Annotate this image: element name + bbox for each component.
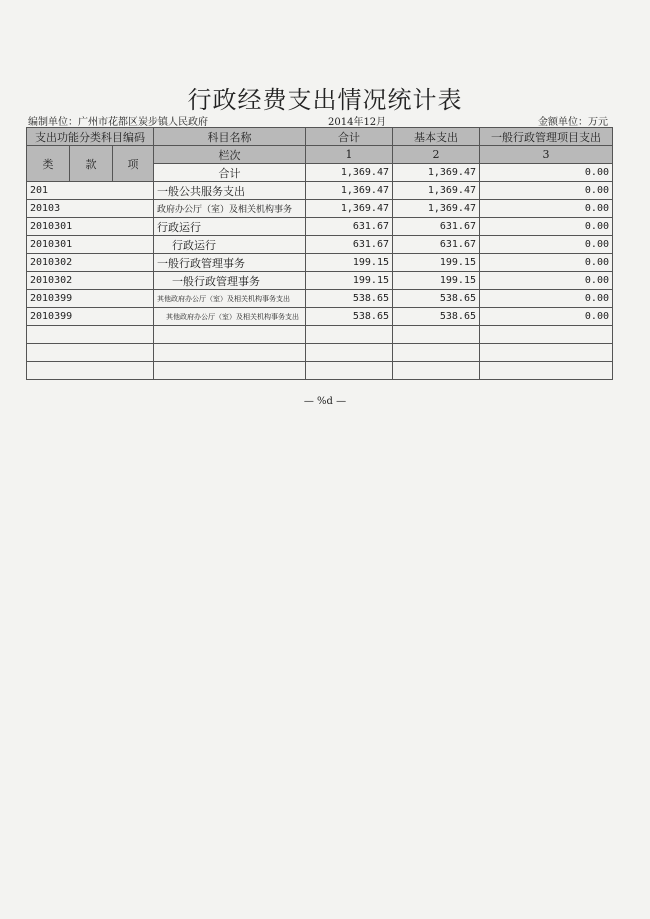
row-code: 2010302 — [27, 254, 154, 272]
row-name: 一般行政管理事务 — [154, 272, 306, 290]
header-general: 一般行政管理项目支出 — [480, 128, 613, 146]
row-name: 一般行政管理事务 — [154, 254, 306, 272]
row-name: 其他政府办公厅（室）及相关机构事务支出 — [154, 290, 306, 308]
header-col2: 2 — [393, 146, 480, 164]
row-name: 行政运行 — [154, 236, 306, 254]
table-row — [27, 182, 613, 200]
row-total: 1,369.47 — [306, 200, 393, 218]
empty-cell — [154, 326, 306, 344]
table-row — [27, 218, 613, 236]
empty-cell — [306, 344, 393, 362]
row-total: 1,369.47 — [306, 182, 393, 200]
header-row — [27, 128, 613, 146]
table-row — [27, 308, 613, 326]
row-basic: 199.15 — [393, 272, 480, 290]
row-total: 631.67 — [306, 236, 393, 254]
page-footer: — %d — — [303, 396, 347, 407]
empty-cell — [27, 362, 154, 380]
row-basic: 538.65 — [393, 308, 480, 326]
row-total: 538.65 — [306, 290, 393, 308]
empty-cell — [154, 344, 306, 362]
header-xiang: 项 — [113, 146, 154, 182]
empty-cell — [27, 344, 154, 362]
row-code: 20103 — [27, 200, 154, 218]
row-total: 538.65 — [306, 308, 393, 326]
row-basic: 631.67 — [393, 218, 480, 236]
row-general: 0.00 — [480, 272, 613, 290]
row-basic: 631.67 — [393, 236, 480, 254]
table-row — [27, 290, 613, 308]
row-name: 一般公共服务支出 — [154, 182, 306, 200]
header-lanci: 栏次 — [154, 146, 306, 164]
header-subrow — [27, 146, 613, 164]
empty-cell — [393, 326, 480, 344]
header-lei: 类 — [27, 146, 70, 182]
row-general: 0.00 — [480, 218, 613, 236]
header-func-code: 支出功能分类科目编码 — [27, 128, 154, 146]
table-row — [27, 254, 613, 272]
compiling-unit: 编制单位：广州市花都区炭步镇人民政府 — [28, 117, 208, 128]
money-unit: 金额单位：万元 — [538, 117, 608, 128]
row-basic: 1,369.47 — [393, 200, 480, 218]
empty-row — [27, 326, 613, 344]
header-col1: 1 — [306, 146, 393, 164]
row-total: 631.67 — [306, 218, 393, 236]
header-total: 合计 — [306, 128, 393, 146]
empty-cell — [480, 362, 613, 380]
header-kuan: 款 — [70, 146, 113, 182]
row-name: 行政运行 — [154, 218, 306, 236]
row-code: 201 — [27, 182, 154, 200]
row-general: 0.00 — [480, 254, 613, 272]
total-row-general: 0.00 — [480, 164, 613, 182]
header-subject-name: 科目名称 — [154, 128, 306, 146]
empty-row — [27, 344, 613, 362]
row-code: 2010399 — [27, 308, 154, 326]
header-basic: 基本支出 — [393, 128, 480, 146]
empty-cell — [27, 326, 154, 344]
row-basic: 1,369.47 — [393, 182, 480, 200]
row-general: 0.00 — [480, 182, 613, 200]
empty-cell — [154, 362, 306, 380]
row-total: 199.15 — [306, 254, 393, 272]
row-basic: 199.15 — [393, 254, 480, 272]
empty-cell — [393, 344, 480, 362]
row-total: 199.15 — [306, 272, 393, 290]
empty-cell — [306, 362, 393, 380]
row-code: 2010301 — [27, 236, 154, 254]
table-row — [27, 272, 613, 290]
row-basic: 538.65 — [393, 290, 480, 308]
empty-cell — [393, 362, 480, 380]
expense-table — [26, 127, 613, 380]
empty-cell — [480, 326, 613, 344]
empty-row — [27, 362, 613, 380]
report-date: 2014年12月 — [328, 117, 387, 128]
row-name: 政府办公厅（室）及相关机构事务 — [154, 200, 306, 218]
row-code: 2010302 — [27, 272, 154, 290]
page-title: 行政经费支出情况统计表 — [187, 86, 463, 114]
row-general: 0.00 — [480, 308, 613, 326]
header-col3: 3 — [480, 146, 613, 164]
row-general: 0.00 — [480, 236, 613, 254]
empty-cell — [480, 344, 613, 362]
row-code: 2010399 — [27, 290, 154, 308]
table-row — [27, 200, 613, 218]
row-general: 0.00 — [480, 200, 613, 218]
total-row-name: 合计 — [154, 164, 306, 182]
row-code: 2010301 — [27, 218, 154, 236]
empty-cell — [306, 326, 393, 344]
total-row-basic: 1,369.47 — [393, 164, 480, 182]
total-row-total: 1,369.47 — [306, 164, 393, 182]
row-general: 0.00 — [480, 290, 613, 308]
row-name: 其他政府办公厅（室）及相关机构事务支出 — [154, 308, 306, 326]
table-row — [27, 236, 613, 254]
